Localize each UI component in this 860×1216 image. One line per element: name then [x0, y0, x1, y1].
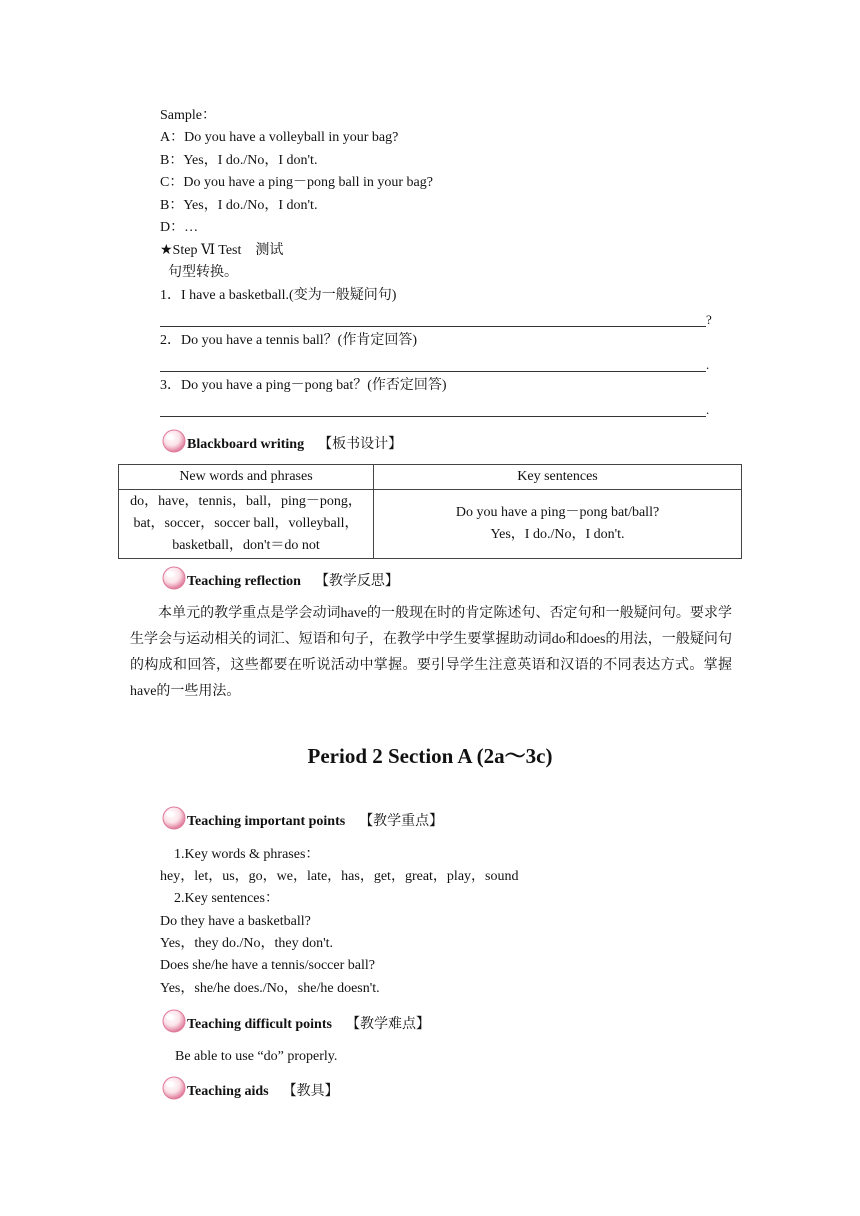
important-heading-cn: 【教学重点】 — [359, 814, 444, 829]
answer-blank-end-1: ? — [706, 312, 712, 327]
key-words-label: 1.Key words & phrases： — [174, 847, 320, 862]
key-sentence: Do they have a basketball? — [160, 914, 311, 929]
sentence-line: Yes，I do./No，I don't. — [490, 527, 625, 542]
sample-label: Sample： — [160, 108, 216, 123]
answer-blank-2 — [160, 371, 706, 372]
table-header-cell: Key sentences — [374, 465, 742, 490]
sentence-line: Do you have a ping－pong bat/ball? — [455, 505, 660, 520]
key-sentence: Yes，they do./No，they don't. — [160, 936, 333, 951]
words-line: bat，soccer，soccer ball，volleyball， — [133, 516, 359, 531]
bubble-icon — [160, 428, 188, 454]
aids-heading-cn: 【教具】 — [282, 1084, 339, 1099]
bubble-icon — [160, 1008, 188, 1034]
step-test-title: ★Step Ⅵ Test 测试 — [160, 243, 284, 258]
sample-line: B：Yes，I do./No，I don't. — [160, 198, 318, 213]
key-sentence: Does she/he have a tennis/soccer ball? — [160, 958, 375, 973]
bubble-icon — [160, 805, 188, 831]
reflection-heading-en: Teaching reflection — [187, 574, 301, 589]
words-line: basketball，don't＝do not — [172, 538, 320, 553]
words-cell — [119, 490, 374, 559]
difficult-heading-cn: 【教学难点】 — [345, 1017, 430, 1032]
key-words-list: hey，let，us，go，we，late，has，get，great，play，sound — [160, 869, 519, 884]
test-question-1: 1．I have a basketball.(变为一般疑问句) — [160, 288, 397, 303]
blackboard-heading-cn: 【板书设计】 — [318, 437, 403, 452]
test-question-2: 2．Do you have a tennis ball？(作肯定回答) — [160, 333, 418, 348]
sample-line: C：Do you have a ping－pong ball in your bag? — [160, 175, 433, 190]
blackboard-heading-en: Blackboard writing — [187, 437, 305, 452]
sample-line: A：Do you have a volleyball in your bag? — [160, 130, 399, 145]
answer-blank-3 — [160, 416, 706, 417]
sentences-cell — [374, 490, 742, 559]
table-row — [119, 490, 742, 559]
table-header-cell: New words and phrases — [119, 465, 374, 490]
aids-heading-en: Teaching aids — [187, 1084, 269, 1099]
reflection-paragraph: 本单元的教学重点是学会动词have的一般现在时的肯定陈述句、否定句和一般疑问句。要求学生学会与运动相关的词汇、短语和句子，在教学中学生要掌握助动词do和does的用法，一般疑问句的构成和回答，这些都要在听说活动中掌握。要引导学生注意英语和汉语的不同表达方式。掌握have的一些用法。 — [130, 606, 732, 699]
step-test-instruction: 句型转换。 — [168, 265, 238, 280]
words-line: do，have，tennis，ball，ping－pong， — [130, 494, 362, 509]
table-header-row — [119, 465, 742, 490]
answer-blank-end-3: . — [706, 402, 710, 417]
reflection-heading-cn: 【教学反思】 — [314, 574, 399, 589]
period-title: Period 2 Section A (2a～3c) — [307, 744, 553, 768]
key-sentence: Yes，she/he does./No，she/he doesn't. — [160, 981, 380, 996]
bubble-icon — [160, 565, 188, 591]
difficult-text: Be able to use “do” properly. — [175, 1049, 338, 1064]
difficult-heading-en: Teaching difficult points — [187, 1017, 332, 1032]
answer-blank-end-2: . — [706, 357, 710, 372]
answer-blank-1 — [160, 326, 706, 327]
test-question-3: 3．Do you have a ping－pong bat？(作否定回答) — [160, 378, 447, 393]
sample-line: B：Yes，I do./No，I don't. — [160, 153, 318, 168]
important-heading-en: Teaching important points — [187, 814, 346, 829]
key-sentences-label: 2.Key sentences： — [174, 891, 279, 906]
sample-line: D：… — [160, 220, 199, 235]
bubble-icon — [160, 1075, 188, 1101]
blackboard-table — [118, 464, 742, 559]
